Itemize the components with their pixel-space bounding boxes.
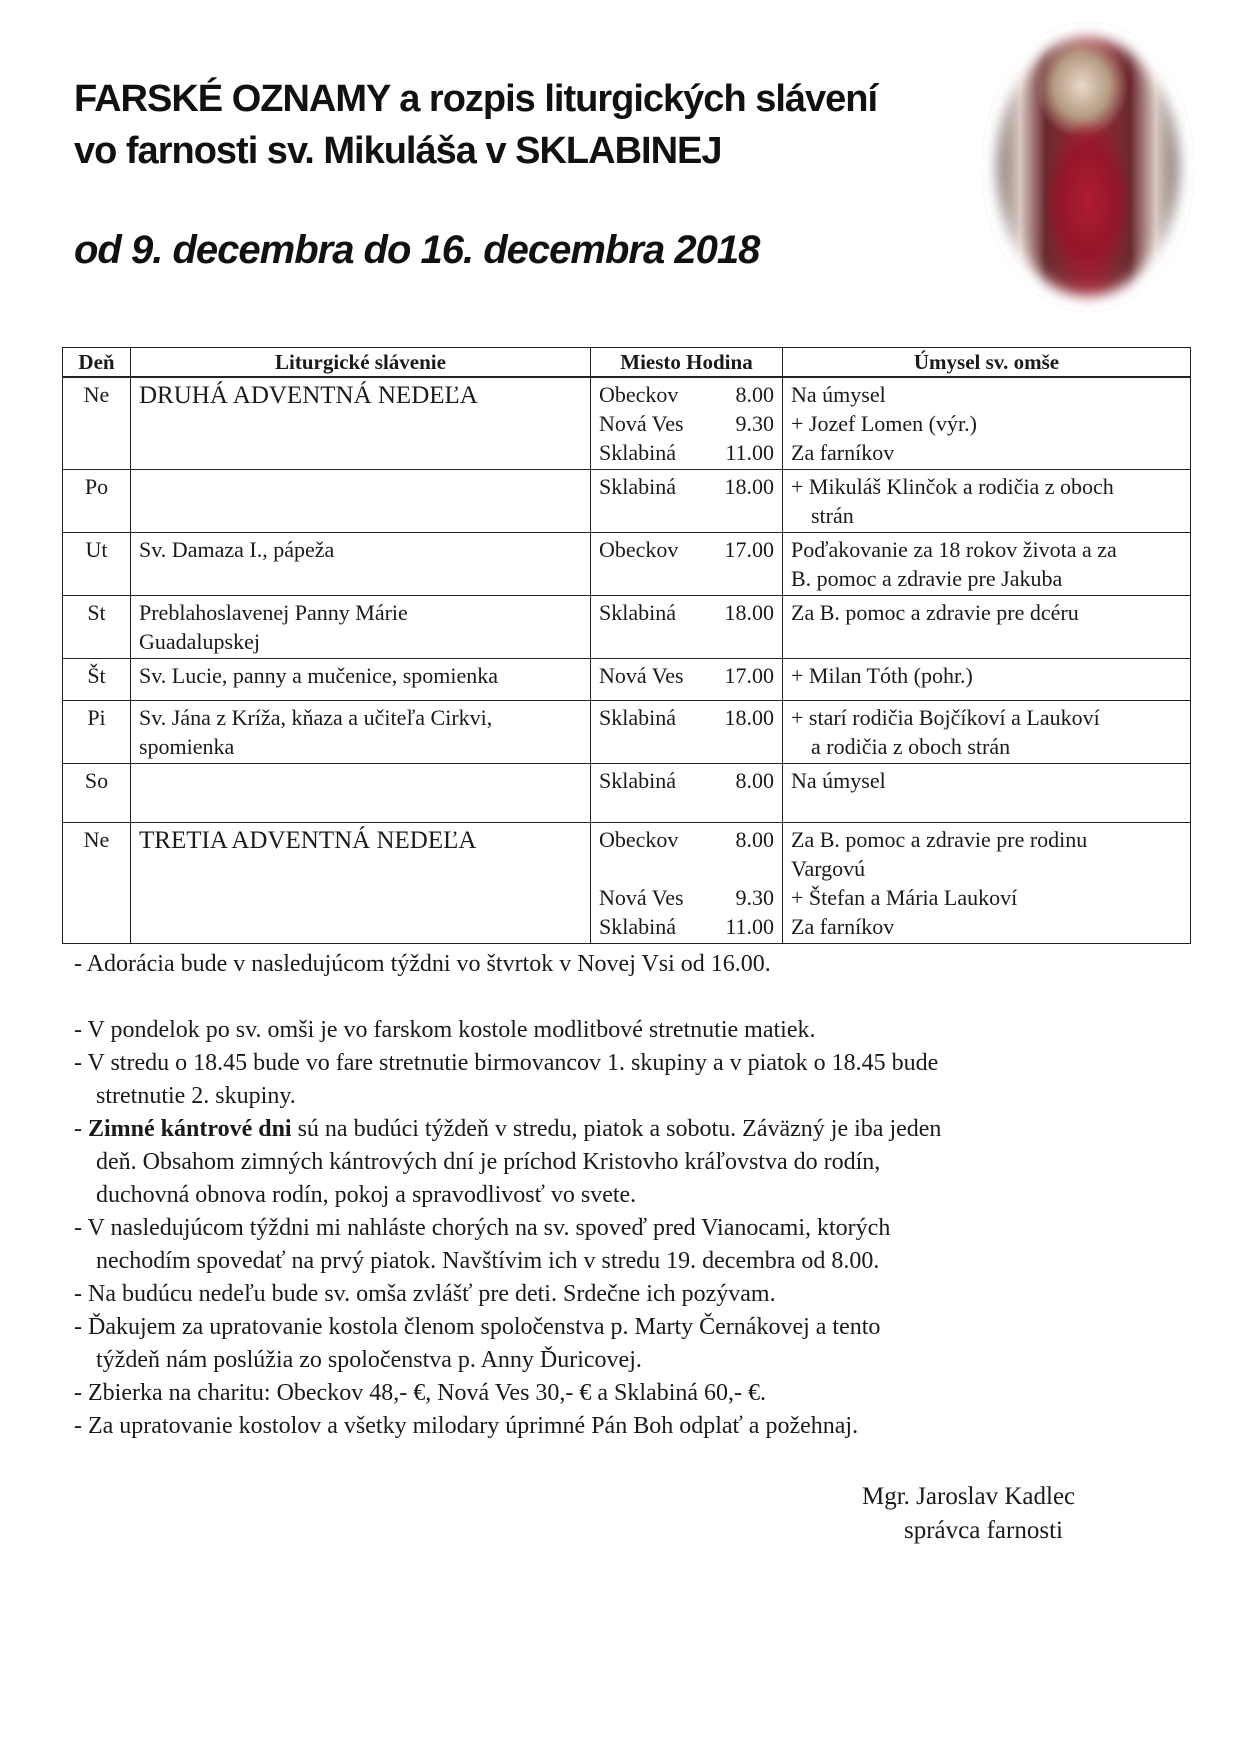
announcement-text: - V stredu o 18.45 bude vo fare stretnutie birmovancov 1. skupiny a v piatok o 18.45 bude bbox=[74, 1050, 939, 1076]
place-time-cell bbox=[591, 596, 783, 659]
mass-intention-cont: strán bbox=[811, 503, 854, 528]
mass-place-time bbox=[599, 703, 774, 732]
celebration-cell: Sv. Lucie, panny a mučenice, spomienka bbox=[131, 659, 591, 701]
celebration-cell bbox=[131, 470, 591, 533]
announcement-text-cont: nechodím spovedať na prvý piatok. Navštívim ich v stredu 19. decembra od 8.00. bbox=[96, 1248, 880, 1274]
mass-intention: + Milan Tóth (pohr.) bbox=[791, 663, 973, 688]
announcement-children-mass: - Na budúcu nedeľu bude sv. omša zvlášť pre deti. Srdečne ich pozývam. bbox=[74, 1281, 776, 1307]
mass-place: Obeckov bbox=[599, 382, 679, 407]
announcement-text-cont: duchovná obnova rodín, pokoj a spravodlivosť vo svete. bbox=[96, 1182, 637, 1208]
intention-cell bbox=[783, 659, 1191, 701]
celebration-cell bbox=[131, 701, 591, 764]
signature-role: správca farnosti bbox=[904, 1517, 1063, 1544]
mass-place: Sklabiná bbox=[599, 440, 676, 465]
day-cell: Po bbox=[63, 470, 131, 533]
announcement-text-cont: deň. Obsahom zimných kántrových dní je príchod Kristovho kráľovstva do rodín, bbox=[96, 1149, 881, 1175]
mass-place-time bbox=[599, 535, 774, 564]
table-row bbox=[63, 823, 1191, 944]
mass-place: Obeckov bbox=[599, 537, 679, 562]
announcement-bold: Zimné kántrové dni bbox=[88, 1116, 292, 1142]
announcement-text: - Ďakujem za upratovanie kostola členom spoločenstva p. Marty Černákovej a tento bbox=[74, 1314, 881, 1340]
mass-place: Sklabiná bbox=[599, 705, 676, 730]
place-time-cell bbox=[591, 659, 783, 701]
mass-place: Sklabiná bbox=[599, 914, 676, 939]
announcement-blessing: - Za upratovanie kostolov a všetky milodary úprimné Pán Boh odplať a požehnaj. bbox=[74, 1413, 859, 1439]
mass-intention: + Mikuláš Klinčok a rodičia z oboch bbox=[791, 474, 1114, 499]
mass-intention: + Štefan a Mária Laukoví bbox=[791, 885, 1018, 910]
intention-cell bbox=[783, 470, 1191, 533]
intention-cell bbox=[783, 533, 1191, 596]
mass-time: 8.00 bbox=[735, 382, 774, 407]
mass-intention-cont: B. pomoc a zdravie pre Jakuba bbox=[791, 566, 1063, 591]
mass-intention-cont: Vargovú bbox=[791, 856, 866, 881]
col-header-day: Deň bbox=[63, 348, 131, 378]
col-header-place-time: Miesto Hodina bbox=[591, 348, 783, 378]
mass-time: 18.00 bbox=[724, 474, 774, 499]
day-cell: Št bbox=[63, 659, 131, 701]
date-range-title: od 9. decembra do 16. decembra 2018 bbox=[74, 228, 760, 272]
mass-place-time bbox=[599, 912, 774, 941]
announcement-text: - V nasledujúcom týždni mi nahláste chorých na sv. spoveď pred Vianocami, ktorých bbox=[74, 1215, 891, 1241]
day-cell: Pi bbox=[63, 701, 131, 764]
place-time-cell bbox=[591, 701, 783, 764]
announcement-collection: - Zbierka na charitu: Obeckov 48,- €, Nová Ves 30,- € a Sklabiná 60,- €. bbox=[74, 1380, 767, 1406]
mass-intention: Za B. pomoc a zdravie pre rodinu bbox=[791, 827, 1088, 852]
mass-time: 11.00 bbox=[725, 440, 774, 465]
table-row bbox=[63, 377, 1191, 470]
mass-intention: Za B. pomoc a zdravie pre dcéru bbox=[791, 600, 1079, 625]
announcement-confirmation bbox=[74, 1047, 1184, 1113]
mass-intention: Na úmysel bbox=[791, 768, 886, 793]
day-cell: Ne bbox=[63, 823, 131, 944]
mass-place-time bbox=[599, 409, 774, 438]
intention-cell bbox=[783, 377, 1191, 470]
mass-place-time bbox=[599, 825, 774, 854]
mass-intention: + starí rodičia Bojčíkoví a Laukoví bbox=[791, 705, 1100, 730]
intention-cell bbox=[783, 823, 1191, 944]
intention-cell bbox=[783, 764, 1191, 823]
celebration-cell: TRETIA ADVENTNÁ NEDEĽA bbox=[131, 823, 591, 944]
mass-time: 17.00 bbox=[724, 663, 774, 688]
mass-intention: + Jozef Lomen (výr.) bbox=[791, 411, 977, 436]
mass-intention-cont: a rodičia z oboch strán bbox=[811, 734, 1011, 759]
day-cell: St bbox=[63, 596, 131, 659]
mass-place: Sklabiná bbox=[599, 768, 676, 793]
signature bbox=[862, 1480, 1075, 1548]
celebration-text-cont: Guadalupskej bbox=[139, 629, 260, 654]
mass-place-time bbox=[599, 438, 774, 467]
mass-place: Obeckov bbox=[599, 827, 679, 852]
intention-cell bbox=[783, 596, 1191, 659]
place-time-cell bbox=[591, 823, 783, 944]
mass-intention: Na úmysel bbox=[791, 382, 886, 407]
mass-place-time bbox=[599, 598, 774, 627]
announcement-mothers-prayer: - V pondelok po sv. omši je vo farskom kostole modlitbové stretnutie matiek. bbox=[74, 1017, 816, 1043]
mass-time: 18.00 bbox=[724, 705, 774, 730]
announcement-adoration: - Adorácia bude v nasledujúcom týždni vo štvrtok v Novej Vsi od 16.00. bbox=[74, 951, 771, 977]
place-time-cell bbox=[591, 533, 783, 596]
announcements bbox=[74, 948, 1184, 1443]
signature-name: Mgr. Jaroslav Kadlec bbox=[862, 1483, 1076, 1510]
mass-place: Nová Ves bbox=[599, 411, 684, 436]
announcement-text-cont: týždeň nám poslúžia zo spoločenstva p. Anny Ďuricovej. bbox=[96, 1347, 642, 1373]
mass-place: Sklabiná bbox=[599, 600, 676, 625]
mass-time: 9.30 bbox=[735, 411, 774, 436]
day-cell: So bbox=[63, 764, 131, 823]
mass-place: Nová Ves bbox=[599, 885, 684, 910]
celebration-cell: Sv. Damaza I., pápeža bbox=[131, 533, 591, 596]
celebration-cell: DRUHÁ ADVENTNÁ NEDEĽA bbox=[131, 377, 591, 470]
col-header-intention: Úmysel sv. omše bbox=[783, 348, 1191, 378]
saint-nicholas-statue-icon bbox=[982, 22, 1194, 312]
col-header-celebration: Liturgické slávenie bbox=[131, 348, 591, 378]
mass-place-time bbox=[599, 766, 774, 795]
announcement-cleaning-thanks bbox=[74, 1311, 1184, 1377]
table-header-row bbox=[63, 348, 1191, 378]
mass-intention: Za farníkov bbox=[791, 440, 895, 465]
table-row bbox=[63, 533, 1191, 596]
mass-place: Sklabiná bbox=[599, 474, 676, 499]
announcement-text: sú na budúci týždeň v stredu, piatok a sobotu. Záväzný je iba jeden bbox=[291, 1116, 942, 1142]
intention-cell bbox=[783, 701, 1191, 764]
page-title-line-2: vo farnosti sv. Mikuláša v SKLABINEJ bbox=[74, 130, 722, 172]
celebration-text: Sv. Jána z Kríža, kňaza a učiteľa Cirkvi, bbox=[139, 705, 493, 730]
table-row bbox=[63, 659, 1191, 701]
day-cell: Ut bbox=[63, 533, 131, 596]
page-title-line-1: FARSKÉ OZNAMY a rozpis liturgických slávení bbox=[74, 78, 878, 120]
celebration-cell bbox=[131, 764, 591, 823]
table-row bbox=[63, 701, 1191, 764]
table-row bbox=[63, 596, 1191, 659]
announcement-text-cont: stretnutie 2. skupiny. bbox=[96, 1083, 296, 1109]
place-time-cell bbox=[591, 377, 783, 470]
mass-time: 8.00 bbox=[735, 827, 774, 852]
mass-place: Nová Ves bbox=[599, 663, 684, 688]
celebration-cell bbox=[131, 596, 591, 659]
table-row bbox=[63, 470, 1191, 533]
table-row bbox=[63, 764, 1191, 823]
mass-place-time bbox=[599, 883, 774, 912]
announcement-prefix: - bbox=[74, 1116, 88, 1142]
celebration-text: Preblahoslavenej Panny Márie bbox=[139, 600, 408, 625]
mass-time: 18.00 bbox=[724, 600, 774, 625]
celebration-text-cont: spomienka bbox=[139, 734, 235, 759]
mass-time: 9.30 bbox=[735, 885, 774, 910]
mass-time: 17.00 bbox=[724, 537, 774, 562]
mass-place-time bbox=[599, 472, 774, 501]
mass-intention: Poďakovanie za 18 rokov života a za bbox=[791, 537, 1117, 562]
mass-place-time bbox=[599, 661, 774, 690]
mass-time: 11.00 bbox=[725, 914, 774, 939]
announcement-ember-days bbox=[74, 1113, 1184, 1212]
mass-place-time bbox=[599, 380, 774, 409]
mass-intention: Za farníkov bbox=[791, 914, 895, 939]
place-time-cell bbox=[591, 470, 783, 533]
announcement-sick-confession bbox=[74, 1212, 1184, 1278]
day-cell: Ne bbox=[63, 377, 131, 470]
mass-time: 8.00 bbox=[735, 768, 774, 793]
place-time-cell bbox=[591, 764, 783, 823]
liturgy-schedule-table bbox=[62, 347, 1191, 944]
